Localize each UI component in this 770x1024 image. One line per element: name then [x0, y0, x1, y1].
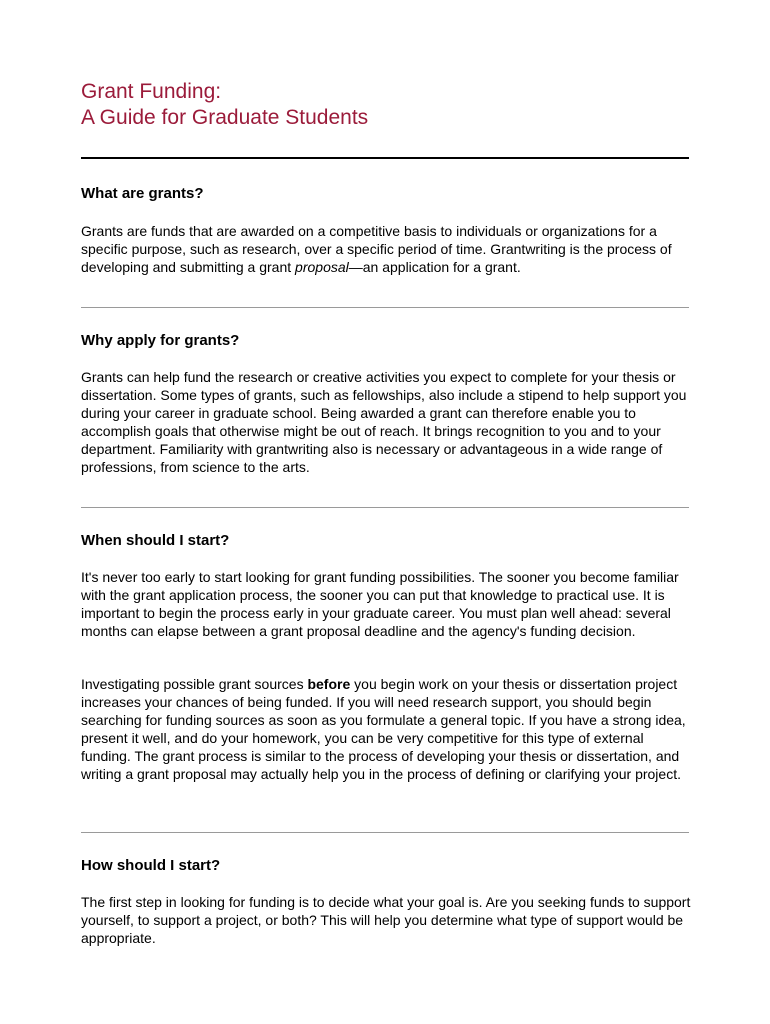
section-paragraph-why-apply: Grants can help fund the research or creative activities you expect to complete for your thesis or dissertation. Some types of grants, such as fellowships, also include a stipend to help support you during your career in graduate school. Being awarded a grant can therefore enable you to accomplish goals that otherwise might be out of reach. It brings recognition to you and to your department. Familiarity with grantwriting also is necessary or advantageous in a wide range of professions, from science to the arts. — [81, 369, 687, 475]
section-divider — [81, 832, 689, 833]
section-divider — [81, 307, 689, 308]
paragraph-text: you begin work on your thesis or dissertation project increases your chances of being funded. If you will need research support, you should begin searching for funding sources as soon as you formulate a general topic. If you have a strong idea, present it well, and do your homework, you can be very competitive for this type of external funding. The grant process is similar to the process of developing your thesis or dissertation, and writing a grant proposal may actually help you in the process of defining or clarifying your project. — [81, 676, 686, 782]
section-heading-what-are-grants: What are grants? — [81, 185, 204, 202]
section-paragraph-when-start-2 — [81, 675, 691, 783]
section-divider — [81, 507, 689, 508]
section-paragraph-what-are-grants — [81, 222, 691, 276]
paragraph-emphasis: proposal — [295, 259, 349, 275]
section-paragraph-how-start: The first step in looking for funding is to decide what your goal is. Are you seeking funds to support yourself, to support a project, or both? This will help you determine what type of support would be appropriate. — [81, 894, 691, 946]
section-heading-how-start: How should I start? — [81, 857, 221, 874]
title-divider — [81, 157, 689, 159]
paragraph-text: —an application for a grant. — [348, 259, 521, 275]
section-heading-why-apply: Why apply for grants? — [81, 332, 240, 349]
section-paragraph-when-start-1: It's never too early to start looking for grant funding possibilities. The sooner you become familiar with the grant application process, the sooner you can put that knowledge to practical use. It is important to begin the process early in your graduate career. You must plan well ahead: several months can elapse between a grant proposal deadline and the agency's funding decision. — [81, 569, 679, 639]
paragraph-text: Investigating possible grant sources — [81, 676, 308, 692]
paragraph-text: Grants are funds that are awarded on a competitive basis to individuals or organizations for a specific purpose, such as research, over a specific period of time. Grantwriting is the process of developing and submitting a grant — [81, 223, 672, 275]
title-line-1: Grant Funding: — [81, 80, 222, 103]
title-line-2: A Guide for Graduate Students — [81, 106, 369, 129]
section-heading-when-start: When should I start? — [81, 532, 230, 549]
document-title — [81, 79, 368, 131]
paragraph-bold: before — [307, 676, 351, 692]
